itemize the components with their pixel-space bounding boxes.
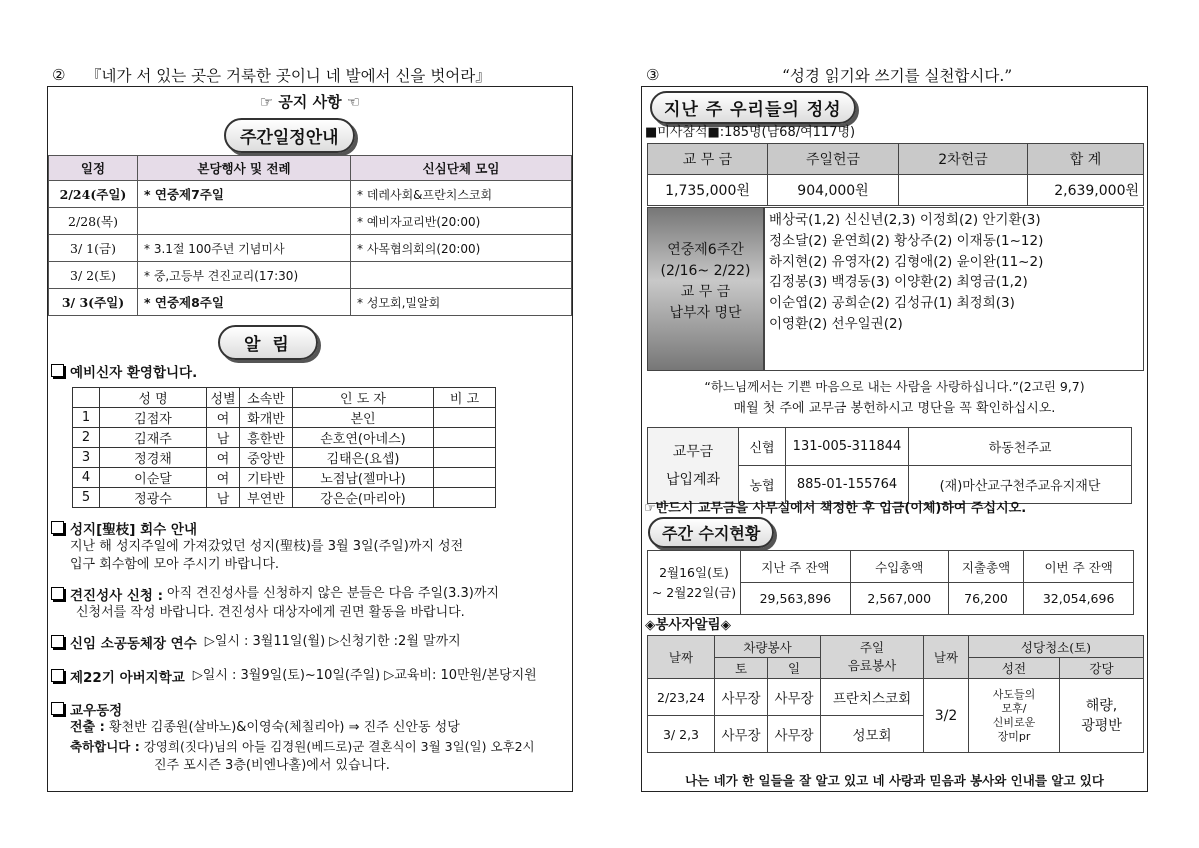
father-school-text: ▷일시 : 3월9일(토)~10일(주일) ▷교육비: 10만원/본당지원	[192, 668, 537, 683]
volunteer-header-drink	[821, 636, 924, 679]
right-page-caption: “성경 읽기와 쓰기를 실천합시다.”	[782, 67, 1013, 85]
schedule-event	[138, 208, 351, 235]
transfer-text: 황천반 김종원(살바노)&이영숙(체칠리아) ⇒ 진주 신안동 성당	[108, 720, 460, 735]
schedule-event: * 3.1절 100주년 기념미사	[138, 235, 351, 262]
finance-badge: 주간 수지현황	[648, 517, 774, 548]
offering-header-second: 2차헌금	[899, 144, 1028, 175]
parish-news-title: 교우동정	[70, 703, 123, 719]
tithe-period-label: (2/16~ 2/22)	[660, 263, 751, 279]
cleaning-date: 3/2	[924, 679, 969, 753]
schedule-header-date: 일정	[49, 156, 138, 181]
catechumen-guide: 강은순(마리아)	[293, 488, 434, 508]
catechumen-row	[73, 488, 496, 508]
confirmation-title: 견진성사 신청 :	[70, 588, 164, 604]
catechumen-row	[73, 448, 496, 468]
catechumen-no: 5	[73, 488, 100, 508]
checkbox-bullet-icon	[51, 587, 64, 600]
catechumen-note	[434, 408, 496, 428]
volunteer-header-drink-2: 음료봉사	[847, 658, 897, 673]
schedule-event: * 연중제8주일	[138, 289, 351, 316]
congrats-text: 강영희(짓다)님의 아들 김경원(베드로)군 결혼식이 3월 3일(일) 오후2시	[143, 739, 535, 754]
finance-period-end: ~ 2월22일(금)	[651, 584, 737, 600]
cleaning-sanctuary-line: 장미pr	[997, 729, 1031, 743]
catechumen-row	[73, 408, 496, 428]
finance-current-value: 32,054,696	[1024, 583, 1134, 615]
schedule-header-event: 본당행사 및 전례	[138, 156, 351, 181]
catechumen-heading	[51, 361, 197, 381]
congrats-label: 축하합니다 :	[70, 739, 140, 754]
palm-text-2: 입구 회수함에 모아 주시기 바랍니다.	[70, 557, 280, 572]
offering-tithe-value: 1,735,000원	[648, 175, 768, 206]
offering-header-row	[648, 144, 1144, 175]
volunteer-header-date-2: 날짜	[924, 636, 969, 679]
volunteer-header-sanctuary: 성전	[969, 658, 1060, 679]
catechumen-note	[434, 488, 496, 508]
schedule-date: 3/ 1(금)	[49, 235, 138, 262]
catechumen-header-gender: 성별	[207, 388, 240, 408]
schedule-group: * 예비자교리반(20:00)	[351, 208, 572, 235]
account-label	[648, 428, 739, 504]
schedule-group: * 사목협의회의(20:00)	[351, 235, 572, 262]
catechumen-group: 화개반	[240, 408, 293, 428]
leader-training-heading	[51, 632, 461, 652]
payer-line: 배상국(1,2) 신신년(2,3) 이정희(2) 안기환(3)	[769, 212, 1041, 228]
offering-total-value: 2,639,000원	[1028, 175, 1144, 206]
right-page-number: ③	[646, 66, 660, 84]
account-number: 131-005-311844	[786, 428, 909, 466]
catechumen-guide: 본인	[293, 408, 434, 428]
schedule-row	[49, 208, 572, 235]
cleaning-sanctuary-line: 모후/	[1001, 701, 1027, 715]
schedule-group: * 성모회,밀알회	[351, 289, 572, 316]
schedule-date: 2/24(주일)	[49, 181, 138, 208]
account-bank: 농협	[739, 466, 786, 504]
catechumen-note	[434, 468, 496, 488]
volunteer-header-drink-1: 주일	[859, 640, 885, 655]
finance-prev-value: 29,563,896	[741, 583, 851, 615]
leader-training-text: ▷일시 : 3월11일(월) ▷신청기한 :2월 말까지	[204, 634, 461, 649]
offering-values-row	[648, 175, 1144, 206]
tithe-reminder: 매월 첫 주에 교무금 봉헌하시고 명단을 꼭 확인하십시오.	[733, 401, 1056, 416]
cleaning-hall-line: 광평반	[1081, 717, 1122, 734]
account-note: ☞반드시 교무금을 사무실에서 책정한 후 입금(이체)하여 주십시오.	[644, 501, 1027, 516]
catechumen-group: 중앙반	[240, 448, 293, 468]
checkbox-bullet-icon	[51, 521, 64, 534]
finance-header-expense: 지출총액	[948, 551, 1024, 583]
checkbox-bullet-icon	[51, 669, 64, 682]
confirmation-text-1: 아직 견진성사를 신청하지 않은 분들은 다음 주일(3.3)까지	[167, 586, 499, 601]
finance-table	[647, 550, 1134, 615]
checkbox-bullet-icon	[51, 364, 64, 377]
father-school-title: 제22기 아버지학교	[70, 670, 185, 686]
congrats-line	[70, 738, 535, 756]
offering-header-tithe: 교 무 금	[648, 144, 768, 175]
finance-header-current: 이번 주 잔액	[1024, 551, 1134, 583]
volunteer-header-date: 날짜	[648, 636, 715, 679]
offering-header-total: 합 계	[1028, 144, 1144, 175]
father-school-heading	[51, 666, 537, 686]
finance-expense-value: 76,200	[948, 583, 1024, 615]
catechumen-gender: 여	[207, 448, 240, 468]
schedule-badge: 주간일정안내	[224, 118, 355, 153]
finance-header-row	[648, 551, 1134, 583]
left-page-caption: 『네가 서 있는 곳은 거룩한 곳이니 네 발에서 신을 벗어라』	[86, 67, 491, 85]
volunteer-sun: 사무장	[768, 679, 821, 716]
catechumen-row	[73, 428, 496, 448]
catechumen-guide: 노점남(젤마나)	[293, 468, 434, 488]
palm-text-1: 지난 해 성지주일에 가져갔었던 성지(聖枝)를 3월 3일(주일)까지 성전	[70, 539, 464, 554]
catechumen-group: 기타반	[240, 468, 293, 488]
payer-line: 이영환(2) 선우일권(2)	[769, 315, 903, 332]
volunteer-date: 3/ 2,3	[648, 716, 715, 753]
transfer-label: 전출 :	[70, 720, 105, 735]
schedule-header-row	[49, 156, 572, 181]
payer-line: 정소달(2) 윤연희(2) 황상주(2) 이재동(1~12)	[769, 232, 1044, 249]
closing-scripture: 나는 네가 한 일들을 잘 알고 있고 네 사랑과 믿음과 봉사와 인내를 알고 있다	[685, 773, 1104, 788]
volunteer-sat: 사무장	[715, 679, 768, 716]
catechumen-guide: 김태은(요셉)	[293, 448, 434, 468]
catechumen-name: 이순달	[100, 468, 207, 488]
catechumen-name: 김재주	[100, 428, 207, 448]
account-bank: 신협	[739, 428, 786, 466]
catechumen-row	[73, 468, 496, 488]
congrats-text-2: 진주 포시즌 3층(비엔나홀)에서 있습니다.	[154, 758, 390, 773]
offering-table	[647, 143, 1144, 206]
finance-period-start: 2월16일(토)	[659, 564, 729, 580]
payer-line: 이순엽(2) 공희순(2) 김성규(1) 최정희(3)	[769, 295, 1015, 312]
leader-training-title: 신임 소공동체장 연수	[70, 636, 197, 652]
catechumen-name: 정광수	[100, 488, 207, 508]
volunteer-header-hall: 강당	[1060, 658, 1144, 679]
catechumen-note	[434, 448, 496, 468]
catechumen-gender: 남	[207, 428, 240, 448]
offering-second-value	[899, 175, 1028, 206]
catechumen-header-group: 소속반	[240, 388, 293, 408]
tithe-payer-list	[764, 207, 1144, 371]
account-label-line-1: 교무금	[672, 443, 714, 460]
offering-badge: 지난 주 우리들의 정성	[650, 91, 856, 124]
schedule-date: 2/28(목)	[49, 208, 138, 235]
schedule-group	[351, 262, 572, 289]
volunteer-header-clean: 성당청소(토)	[969, 636, 1144, 658]
account-label-line-2: 납입계좌	[665, 471, 721, 488]
catechumen-header-no	[73, 388, 100, 408]
volunteer-table	[647, 635, 1144, 753]
left-page-number: ②	[52, 66, 66, 84]
notice-title: ☞ 공지 사항 ☜	[259, 93, 361, 111]
catechumen-group: 부연반	[240, 488, 293, 508]
palm-heading	[51, 518, 197, 538]
catechumen-no: 3	[73, 448, 100, 468]
account-holder: 하동천주교	[909, 428, 1132, 466]
catechumen-note	[434, 428, 496, 448]
cleaning-sanctuary	[969, 679, 1060, 753]
catechumen-table	[72, 387, 496, 508]
schedule-header-group: 신심단체 모임	[351, 156, 572, 181]
catechumen-header-row	[73, 388, 496, 408]
account-row	[648, 428, 1132, 466]
catechumen-gender: 여	[207, 408, 240, 428]
offering-page	[641, 86, 1148, 792]
catechumen-guide: 손호연(아네스)	[293, 428, 434, 448]
cleaning-sanctuary-line: 신비로운	[992, 715, 1036, 729]
schedule-row	[49, 235, 572, 262]
tithe-payer-label	[647, 207, 764, 371]
catechumen-group: 흥한반	[240, 428, 293, 448]
account-holder: (재)마산교구천주교유지재단	[909, 466, 1132, 504]
volunteer-row	[648, 679, 1144, 716]
cleaning-hall	[1060, 679, 1144, 753]
volunteer-drink: 프란치스코회	[821, 679, 924, 716]
payer-line: 김정봉(3) 백경동(3) 이양환(2) 최영금(1,2)	[769, 274, 1028, 291]
volunteer-sat: 사무장	[715, 716, 768, 753]
schedule-group: * 데레사회&프란치스코회	[351, 181, 572, 208]
cleaning-sanctuary-line: 사도들의	[992, 687, 1036, 701]
account-table	[647, 427, 1132, 504]
schedule-row	[49, 181, 572, 208]
transfer-line	[70, 719, 460, 737]
cleaning-hall-line: 해량,	[1085, 697, 1118, 714]
notice-page	[47, 86, 573, 792]
payer-line: 하지현(2) 유영자(2) 김형애(2) 윤이완(11~2)	[769, 253, 1044, 270]
catechumen-header-guide: 인 도 자	[293, 388, 434, 408]
catechumen-no: 1	[73, 408, 100, 428]
volunteer-header-sun: 일	[768, 658, 821, 679]
catechumen-no: 2	[73, 428, 100, 448]
finance-header-income: 수입총액	[850, 551, 948, 583]
volunteer-sun: 사무장	[768, 716, 821, 753]
catechumen-title: 예비신자 환영합니다.	[70, 365, 198, 381]
schedule-date: 3/ 2(토)	[49, 262, 138, 289]
catechumen-header-note: 비 고	[434, 388, 496, 408]
catechumen-gender: 여	[207, 468, 240, 488]
offering-sunday-value: 904,000원	[768, 175, 899, 206]
checkbox-bullet-icon	[51, 635, 64, 648]
tithe-label: 교 무 금	[680, 284, 731, 300]
catechumen-name: 정경채	[100, 448, 207, 468]
volunteer-date: 2/23,24	[648, 679, 715, 716]
confirmation-text-2: 신청서를 작성 바랍니다. 견진성사 대상자에게 권면 활동을 바랍니다.	[76, 605, 465, 620]
finance-header-prev: 지난 주 잔액	[741, 551, 851, 583]
catechumen-gender: 남	[207, 488, 240, 508]
announcement-badge: 알 림	[218, 325, 318, 360]
account-number: 885-01-155764	[786, 466, 909, 504]
offering-header-sunday: 주일헌금	[768, 144, 899, 175]
confirmation-heading	[51, 584, 499, 604]
parish-news-heading	[51, 699, 122, 719]
volunteer-header-car: 차량봉사	[715, 636, 821, 658]
schedule-date: 3/ 3(주일)	[49, 289, 138, 316]
palm-title: 성지[聖枝] 회수 안내	[70, 522, 197, 538]
scripture-quote: “하느님께서는 기쁜 마음으로 내는 사람을 사랑하십니다.”(2고린 9,7)	[704, 379, 1085, 394]
volunteer-title: ◈봉사자알림◈	[645, 617, 731, 633]
weekly-schedule-table	[48, 155, 572, 316]
schedule-event: * 연중제7주일	[138, 181, 351, 208]
payer-list-label: 납부자 명단	[669, 305, 742, 321]
schedule-event: * 중,고등부 견진교리(17:30)	[138, 262, 351, 289]
checkbox-bullet-icon	[51, 702, 64, 715]
volunteer-header-row-1	[648, 636, 1144, 658]
volunteer-drink: 성모회	[821, 716, 924, 753]
schedule-row	[49, 262, 572, 289]
catechumen-no: 4	[73, 468, 100, 488]
finance-period	[648, 551, 741, 615]
catechumen-name: 김점자	[100, 408, 207, 428]
tithe-week-label: 연중제6주간	[667, 242, 744, 258]
volunteer-header-sat: 토	[715, 658, 768, 679]
finance-income-value: 2,567,000	[850, 583, 948, 615]
mass-attendance: ■미사참석■:185명(남68/여117명)	[645, 125, 856, 140]
catechumen-header-name: 성 명	[100, 388, 207, 408]
schedule-row	[49, 289, 572, 316]
